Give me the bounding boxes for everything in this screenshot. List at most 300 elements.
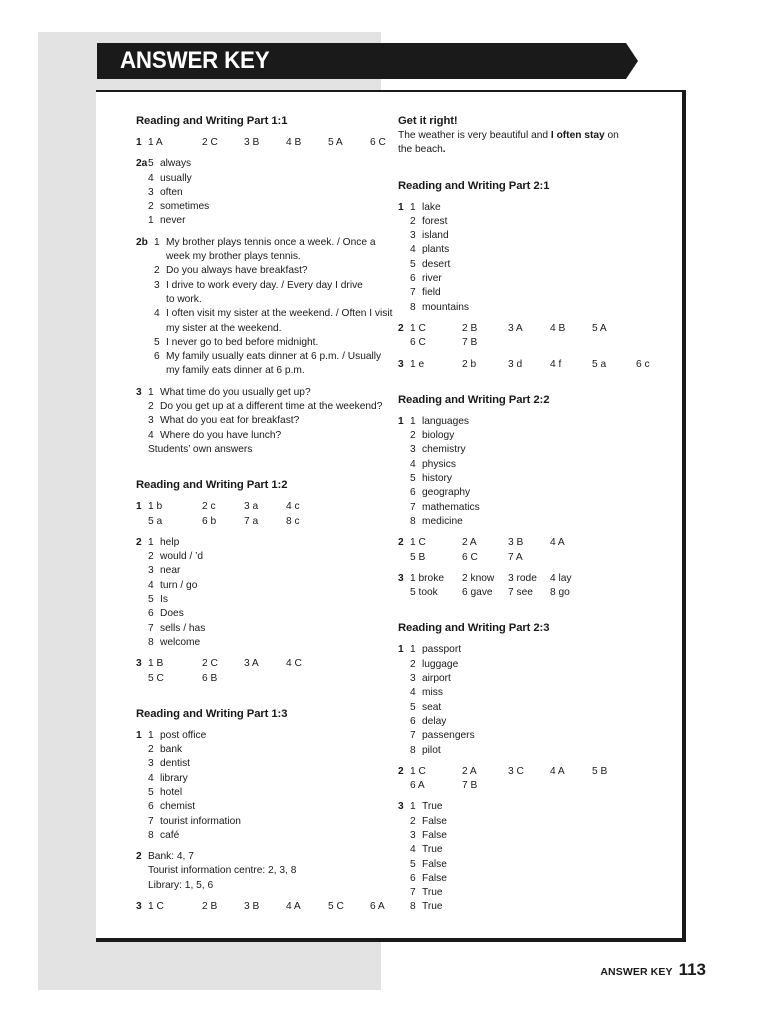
item-answer: delay <box>422 715 447 727</box>
item-number: 7 <box>410 501 416 513</box>
answer-line <box>398 900 648 914</box>
item-answer: Does <box>160 608 184 620</box>
item-number: 8 <box>148 636 154 648</box>
question-number <box>136 800 148 814</box>
item-number: 5 <box>148 594 154 606</box>
answer-line <box>398 486 648 500</box>
item-answer: False <box>422 815 447 827</box>
answer-cell: 4 lay <box>550 572 572 584</box>
answer-line <box>398 243 648 257</box>
answer-cell: 5 A <box>328 137 343 148</box>
section-title: Reading and Writing Part 1:2 <box>136 479 288 492</box>
question-number <box>136 322 154 336</box>
answer-item <box>148 386 311 400</box>
question-block <box>136 536 381 650</box>
item-answer: river <box>422 273 442 285</box>
answer-grid <box>410 779 508 793</box>
answer-item <box>148 200 209 214</box>
item-number: 1 <box>148 729 154 741</box>
item-number: 6 <box>410 872 416 884</box>
answer-line <box>398 643 648 657</box>
question-number <box>398 429 410 443</box>
answer-item <box>410 715 446 729</box>
item-number: 6 <box>148 608 154 620</box>
answer-cell: 7 B <box>462 780 478 792</box>
question-number <box>398 272 410 286</box>
answer-text: Bank: 4, 7 <box>148 851 194 863</box>
question-number <box>136 815 148 829</box>
answer-line <box>398 729 648 743</box>
question-block <box>136 500 381 529</box>
question-number <box>136 672 148 686</box>
answer-row <box>398 779 648 793</box>
answer-cell: 5 A <box>592 322 607 334</box>
answer-row <box>398 572 648 586</box>
answer-line <box>136 400 381 414</box>
item-number: 2 <box>148 401 154 413</box>
answer-item <box>410 201 441 215</box>
answer-cell: 2 B <box>462 322 478 334</box>
question-block <box>136 729 381 843</box>
answer-note: Students’ own answers <box>148 443 253 455</box>
item-answer: True <box>422 801 443 813</box>
item-number: 6 <box>410 487 416 499</box>
item-number: 4 <box>148 579 154 591</box>
item-answer: Is <box>160 594 168 606</box>
question-number: 1 <box>136 137 142 148</box>
answer-line <box>136 157 381 171</box>
answer-cell: 3 C <box>508 765 524 777</box>
question-number <box>136 336 154 350</box>
item-number: 4 <box>154 308 160 320</box>
item-number: 5 <box>148 158 154 170</box>
answer-line <box>398 815 648 829</box>
answer-line <box>136 550 381 564</box>
answer-item <box>148 800 195 814</box>
answer-line <box>398 515 648 529</box>
question-number: 1 <box>136 501 142 513</box>
answer-cell: 8 c <box>286 515 300 527</box>
answer-item <box>148 186 183 200</box>
answer-line <box>136 772 381 786</box>
answer-line <box>136 800 381 814</box>
answer-line <box>136 593 381 607</box>
item-number: 4 <box>410 244 416 256</box>
answer-item <box>148 729 206 743</box>
answer-line <box>398 286 648 300</box>
answer-cell: 2 c <box>202 501 216 513</box>
answer-line <box>398 829 648 843</box>
get-it-right-sentence-line2 <box>398 143 648 157</box>
answer-item <box>148 536 179 550</box>
item-answer: usually <box>160 172 192 184</box>
answer-line <box>398 800 648 814</box>
answer-text: Library: 1, 5, 6 <box>148 879 214 891</box>
answer-line <box>136 236 381 250</box>
answer-item <box>410 800 443 814</box>
answer-cell: 1 C <box>410 322 426 334</box>
question-number <box>398 336 410 350</box>
answer-line <box>398 858 648 872</box>
answer-item <box>154 307 392 321</box>
item-number: 4 <box>148 772 154 784</box>
item-answer: tourist information <box>160 815 241 827</box>
item-number: 2 <box>410 215 416 227</box>
item-answer: passport <box>422 644 462 656</box>
answer-cell: 5 a <box>592 358 607 370</box>
answer-line <box>136 607 381 621</box>
question-number <box>136 264 154 278</box>
answer-row <box>398 322 648 336</box>
question-number <box>136 772 148 786</box>
question-block <box>398 800 648 914</box>
item-answer: always <box>160 158 192 170</box>
item-number: 7 <box>410 730 416 742</box>
question-number <box>136 172 148 186</box>
item-answer: island <box>422 230 449 242</box>
answer-line <box>136 200 381 214</box>
section-title: Reading and Writing Part 1:1 <box>136 115 288 127</box>
answer-item <box>410 858 447 872</box>
answer-line <box>136 293 381 307</box>
question-number <box>398 829 410 843</box>
answer-line <box>136 264 381 278</box>
section-title: Reading and Writing Part 2:1 <box>398 179 550 192</box>
item-answer: My brother plays tennis once a week. / Once a <box>166 236 376 248</box>
answer-cell: 6 B <box>202 672 218 684</box>
answer-item <box>410 243 449 257</box>
question-number <box>136 214 148 228</box>
answer-item <box>410 229 449 243</box>
item-number: 5 <box>410 258 416 270</box>
answer-cell: 1 C <box>410 765 426 777</box>
question-number: 3 <box>136 386 142 398</box>
answer-item <box>410 286 441 300</box>
answer-item <box>148 400 382 414</box>
item-number: 1 <box>148 215 154 227</box>
question-number: 2a <box>136 158 148 170</box>
answer-item <box>410 815 447 829</box>
answer-text-continued: to work. <box>166 293 202 305</box>
answer-line <box>398 701 648 715</box>
question-block <box>136 386 381 457</box>
answer-row <box>398 765 648 779</box>
answer-item <box>148 607 184 621</box>
answer-line <box>136 879 381 893</box>
sentence-text: on <box>604 130 619 141</box>
answer-cell: 1 C <box>148 901 164 913</box>
item-answer: sometimes <box>160 201 210 213</box>
question-number <box>398 858 410 872</box>
get-it-right-title: Get it right! <box>398 115 458 127</box>
item-number: 1 <box>410 801 416 813</box>
item-number: 3 <box>410 829 416 841</box>
answer-cell: 6 C <box>370 137 386 148</box>
answer-cell: 6 b <box>202 515 217 527</box>
question-block <box>136 900 385 914</box>
answer-cell: 4 B <box>286 137 302 148</box>
answer-row <box>398 551 648 565</box>
question-number <box>136 429 148 443</box>
item-answer: I never go to bed before midnight. <box>166 336 319 348</box>
question-number <box>398 744 410 758</box>
answer-cell: 3 A <box>508 322 523 334</box>
answer-cell: 1 A <box>148 137 163 148</box>
answer-item <box>410 415 469 429</box>
answer-row <box>136 900 385 914</box>
question-number <box>398 243 410 257</box>
question-number <box>136 829 148 843</box>
answer-item <box>410 843 443 857</box>
item-answer: often <box>160 186 183 198</box>
question-number: 3 <box>398 572 404 584</box>
answer-item <box>148 786 182 800</box>
answer-grid <box>410 536 592 550</box>
answer-grid <box>410 572 592 586</box>
question-number <box>136 622 148 636</box>
answer-cell: 4 C <box>286 658 302 670</box>
answer-cell: 7 A <box>508 551 523 563</box>
answer-item <box>154 336 318 350</box>
answer-item <box>148 564 180 578</box>
answer-cell: 5 took <box>410 587 438 599</box>
answer-box <box>96 90 686 942</box>
answer-item <box>148 550 203 564</box>
item-number: 3 <box>148 186 154 198</box>
answer-grid <box>410 551 550 565</box>
answer-item <box>410 686 443 700</box>
item-number: 1 <box>154 236 160 248</box>
answer-item <box>148 157 191 171</box>
answer-cell: 5 B <box>592 765 608 777</box>
answer-row <box>136 136 386 150</box>
answer-cell: 2 A <box>462 537 477 549</box>
question-number <box>398 686 410 700</box>
answer-text-continued: week my brother plays tennis. <box>166 251 301 263</box>
item-number: 3 <box>410 444 416 456</box>
answer-grid <box>410 336 508 350</box>
answer-item <box>148 414 299 428</box>
sentence-highlight: I often stay <box>550 130 605 141</box>
answer-line <box>398 443 648 457</box>
item-answer: Where do you have lunch? <box>160 429 282 441</box>
answer-line <box>136 786 381 800</box>
answer-line <box>136 757 381 771</box>
item-answer: geography <box>422 487 471 499</box>
answer-cell: 6 C <box>410 337 426 349</box>
answer-item <box>410 458 456 472</box>
answer-text: Tourist information centre: 2, 3, 8 <box>148 865 297 877</box>
question-number: 2 <box>398 537 404 549</box>
item-number: 1 <box>410 415 416 427</box>
answer-item <box>410 501 480 515</box>
item-number: 3 <box>148 565 154 577</box>
item-number: 2 <box>148 201 154 213</box>
answer-line <box>398 501 648 515</box>
answer-item <box>410 729 475 743</box>
answer-item <box>410 672 451 686</box>
item-number: 2 <box>148 551 154 563</box>
answer-section <box>136 478 381 686</box>
question-number <box>398 886 410 900</box>
item-answer: help <box>160 536 180 548</box>
question-number <box>136 443 148 457</box>
answer-line <box>398 429 648 443</box>
question-block <box>398 643 648 757</box>
answer-note-line <box>136 443 381 457</box>
answer-item <box>410 215 447 229</box>
item-answer: False <box>422 829 447 841</box>
answer-item <box>148 579 197 593</box>
answer-line <box>398 301 648 315</box>
page-title: ANSWER KEY <box>120 47 270 74</box>
question-number <box>136 786 148 800</box>
question-block <box>398 358 648 372</box>
item-answer: biology <box>422 430 455 442</box>
question-number: 3 <box>398 358 404 370</box>
answer-line <box>398 744 648 758</box>
get-it-right-sentence <box>398 129 648 143</box>
question-number <box>136 743 148 757</box>
question-block <box>398 201 648 315</box>
answer-item <box>148 429 281 443</box>
answer-section <box>398 179 648 372</box>
item-number: 8 <box>410 515 416 527</box>
question-number <box>136 757 148 771</box>
item-number: 2 <box>148 744 154 756</box>
answer-line <box>136 829 381 843</box>
answer-line <box>136 307 393 321</box>
question-block <box>398 415 648 529</box>
answer-cell: 2 B <box>202 901 218 913</box>
question-block <box>136 850 381 893</box>
item-answer: dentist <box>160 758 191 770</box>
page-number: 113 <box>678 960 706 979</box>
answer-item <box>148 172 192 186</box>
question-number <box>398 258 410 272</box>
item-answer: What time do you usually get up? <box>160 386 311 398</box>
answer-line <box>136 336 381 350</box>
answer-item <box>410 258 450 272</box>
question-number <box>136 564 148 578</box>
item-answer: physics <box>422 458 456 470</box>
answer-cell: 5 B <box>410 551 426 563</box>
right-column <box>398 114 648 922</box>
item-answer: False <box>422 872 447 884</box>
answer-item <box>410 886 443 900</box>
answer-item <box>148 593 168 607</box>
item-number: 5 <box>410 473 416 485</box>
item-answer: mathematics <box>422 501 480 513</box>
question-number <box>398 472 410 486</box>
question-number: 2 <box>398 322 404 334</box>
answer-grid <box>410 765 636 779</box>
question-number <box>136 414 148 428</box>
item-answer: Do you always have breakfast? <box>166 265 308 277</box>
answer-cell: 4 c <box>286 501 300 513</box>
item-answer: turn / go <box>160 579 198 591</box>
item-answer: True <box>422 887 443 899</box>
answer-line <box>136 636 381 650</box>
item-answer: True <box>422 901 443 913</box>
left-column <box>136 114 393 921</box>
answer-line <box>398 215 648 229</box>
question-number <box>136 293 154 307</box>
answer-section <box>136 114 393 457</box>
answer-cell: 2 b <box>462 358 477 370</box>
answer-item <box>410 829 447 843</box>
answer-line <box>398 886 648 900</box>
item-answer: plants <box>422 244 450 256</box>
item-number: 8 <box>410 301 416 313</box>
question-number <box>398 501 410 515</box>
item-answer: chemistry <box>422 444 466 456</box>
answer-row <box>398 336 648 350</box>
item-number: 2 <box>410 815 416 827</box>
answer-item <box>410 515 463 529</box>
answer-section <box>398 621 648 914</box>
answer-grid <box>148 500 328 514</box>
answer-line <box>398 201 648 215</box>
item-answer: pilot <box>422 744 441 756</box>
answer-cell: 4 A <box>550 765 565 777</box>
answer-item <box>148 214 185 228</box>
question-number: 2 <box>136 536 142 548</box>
item-number: 4 <box>148 172 154 184</box>
question-number <box>398 551 410 565</box>
item-number: 5 <box>154 336 160 348</box>
item-answer: would / ’d <box>160 551 204 563</box>
answer-cell: 5 a <box>148 515 163 527</box>
item-answer: I drive to work every day. / Every day I drive <box>166 279 363 291</box>
question-number: 2 <box>398 765 404 777</box>
item-answer: never <box>160 215 186 227</box>
answer-row <box>398 586 648 600</box>
answer-item <box>148 622 205 636</box>
answer-line <box>136 364 381 378</box>
item-answer: post office <box>160 729 207 741</box>
answer-line <box>398 843 648 857</box>
question-number: 3 <box>136 901 142 913</box>
section-title: Reading and Writing Part 1:3 <box>136 707 288 720</box>
question-number <box>398 658 410 672</box>
answer-line <box>398 672 648 686</box>
question-number <box>136 200 148 214</box>
answer-item <box>410 486 470 500</box>
answer-cell: 1 e <box>410 358 425 370</box>
item-answer: café <box>160 829 180 841</box>
answer-item <box>154 279 363 293</box>
question-number <box>398 701 410 715</box>
answer-line <box>136 429 381 443</box>
answer-line <box>136 186 381 200</box>
answer-grid <box>148 136 412 150</box>
item-number: 1 <box>410 644 416 656</box>
answer-item <box>148 636 200 650</box>
item-answer: mountains <box>422 301 470 313</box>
answer-line <box>136 414 381 428</box>
question-number <box>398 779 410 793</box>
question-number: 3 <box>398 801 404 813</box>
answer-line <box>136 172 381 186</box>
item-number: 2 <box>410 658 416 670</box>
item-number: 7 <box>148 622 154 634</box>
answer-cell: 7 a <box>244 515 259 527</box>
item-number: 3 <box>410 230 416 242</box>
answer-cell: 4 A <box>286 901 301 913</box>
question-number <box>398 215 410 229</box>
question-number <box>136 350 154 364</box>
